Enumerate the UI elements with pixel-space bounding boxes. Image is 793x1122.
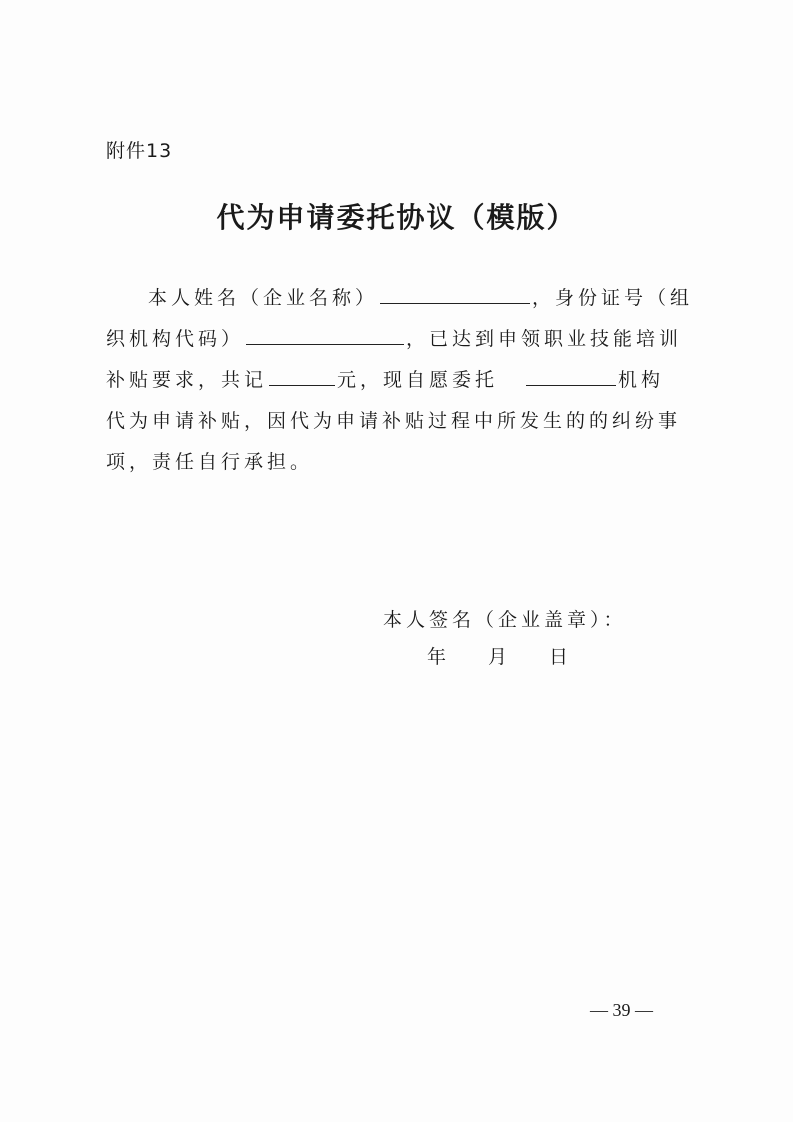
amount-label: 补贴要求，共记 bbox=[106, 369, 268, 391]
date-month: 月 bbox=[488, 646, 508, 668]
body-line-5: 项，责任自行承担。 bbox=[106, 451, 314, 473]
name-label: 本人姓名（企业名称） bbox=[148, 287, 379, 309]
org-code-label: 织机构代码） bbox=[106, 328, 245, 350]
id-blank[interactable] bbox=[246, 322, 404, 345]
attachment-label: 附件13 bbox=[106, 140, 173, 162]
date-year: 年 bbox=[427, 646, 447, 668]
body-line-4: 代为申请补贴，因代为申请补贴过程中所发生的的纠纷事 bbox=[106, 410, 682, 432]
institution-label: 机构 bbox=[618, 369, 665, 391]
agreement-body bbox=[106, 278, 694, 483]
date-line bbox=[427, 642, 610, 669]
institution-blank[interactable] bbox=[526, 363, 616, 386]
body-line-1 bbox=[106, 278, 694, 319]
date-day: 日 bbox=[549, 646, 569, 668]
entrust-text: 元，现自愿委托 bbox=[337, 369, 499, 391]
signature-label: 本人签名（企业盖章）： bbox=[383, 609, 627, 631]
name-blank[interactable] bbox=[380, 281, 530, 304]
body-line-3 bbox=[106, 360, 691, 401]
body-line-2 bbox=[106, 319, 691, 360]
page-number: — 39 — bbox=[590, 1000, 653, 1020]
document-title: 代为申请委托协议（模版） bbox=[216, 201, 577, 234]
amount-blank[interactable] bbox=[269, 363, 335, 386]
id-label: ，身份证号（组 bbox=[532, 287, 694, 309]
eligibility-text: ，已达到申领职业技能培训 bbox=[406, 328, 683, 350]
